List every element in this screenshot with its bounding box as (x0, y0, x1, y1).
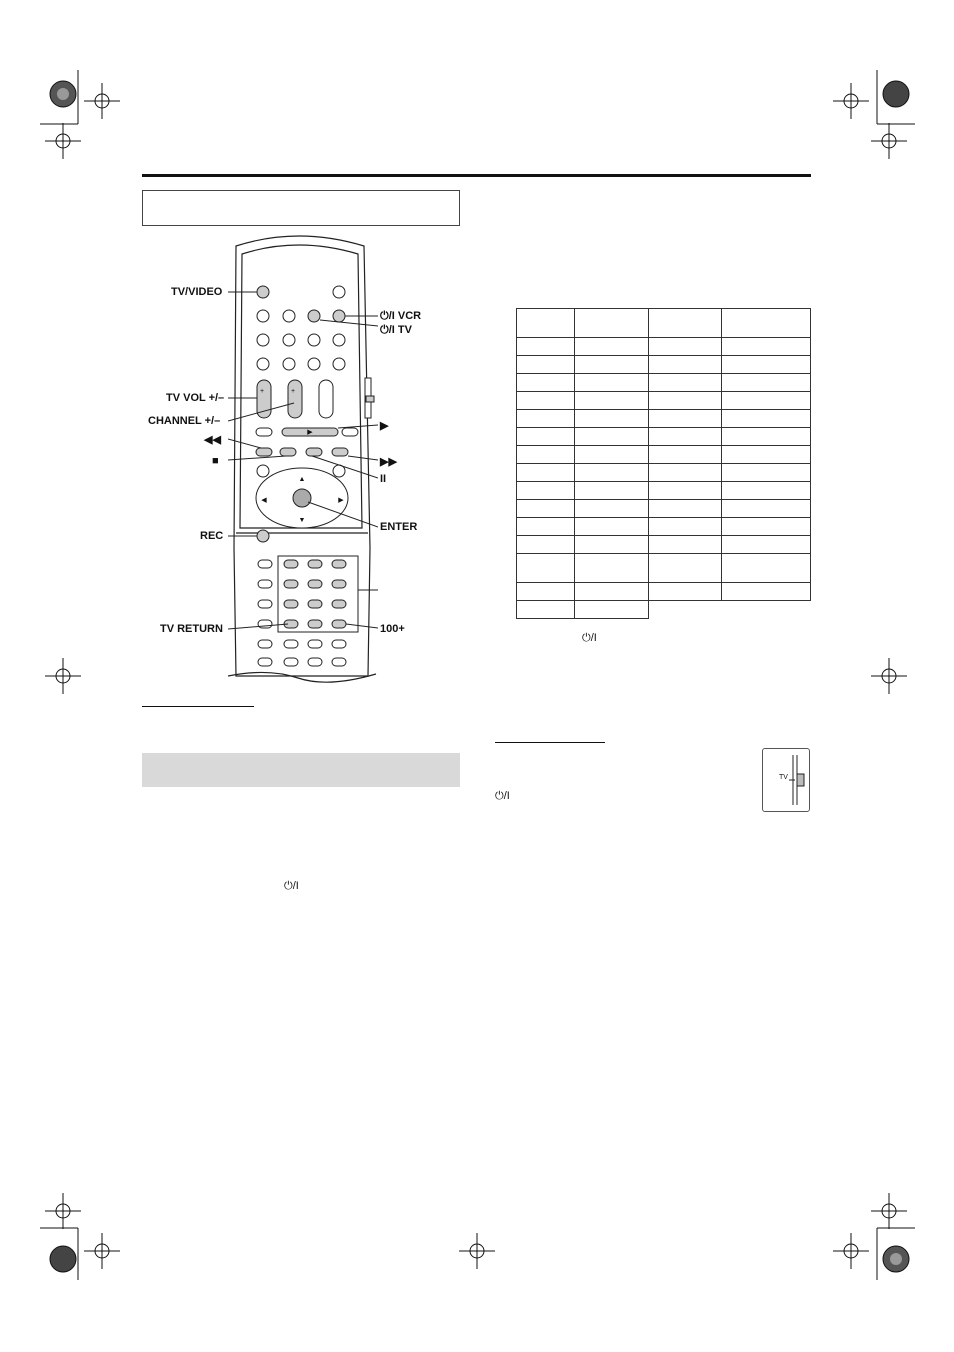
label-power-vcr: ⏻/I VCR (380, 310, 422, 322)
svg-text:+: + (259, 388, 265, 395)
maker-code-table (516, 308, 811, 619)
label-pause: II (380, 473, 387, 485)
label-100-plus: 100+ (380, 623, 405, 635)
svg-text:▶: ▶ (338, 497, 344, 504)
svg-text:▲: ▲ (298, 476, 306, 483)
power-symbol-right-1: ⏻/I (582, 632, 597, 644)
svg-text:▼: ▼ (298, 517, 306, 524)
svg-text:+: + (290, 388, 296, 395)
label-play: ▶ (380, 420, 389, 432)
svg-text:▶: ▶ (307, 429, 313, 436)
label-tv-vol: TV VOL +/– (166, 392, 225, 404)
power-symbol-left: ⏻/I (284, 880, 299, 892)
label-enter: ENTER (380, 521, 418, 533)
power-symbol-right-2: ⏻/I (495, 790, 510, 802)
svg-text:◀: ◀ (261, 497, 267, 504)
label-tv-return: TV RETURN (160, 623, 223, 635)
label-stop: ■ (212, 455, 219, 467)
label-rec: REC (200, 530, 224, 542)
label-fast-forward: ▶▶ (380, 456, 397, 468)
switch-label: TV (779, 774, 788, 781)
label-tv-video: TV/VIDEO (171, 286, 223, 298)
tv-switch-figure (762, 748, 810, 812)
label-power-tv: ⏻/I TV (380, 324, 412, 336)
label-channel: CHANNEL +/– (148, 415, 221, 427)
label-rewind: ◀◀ (204, 434, 221, 446)
remote-control-illustration (228, 228, 378, 688)
